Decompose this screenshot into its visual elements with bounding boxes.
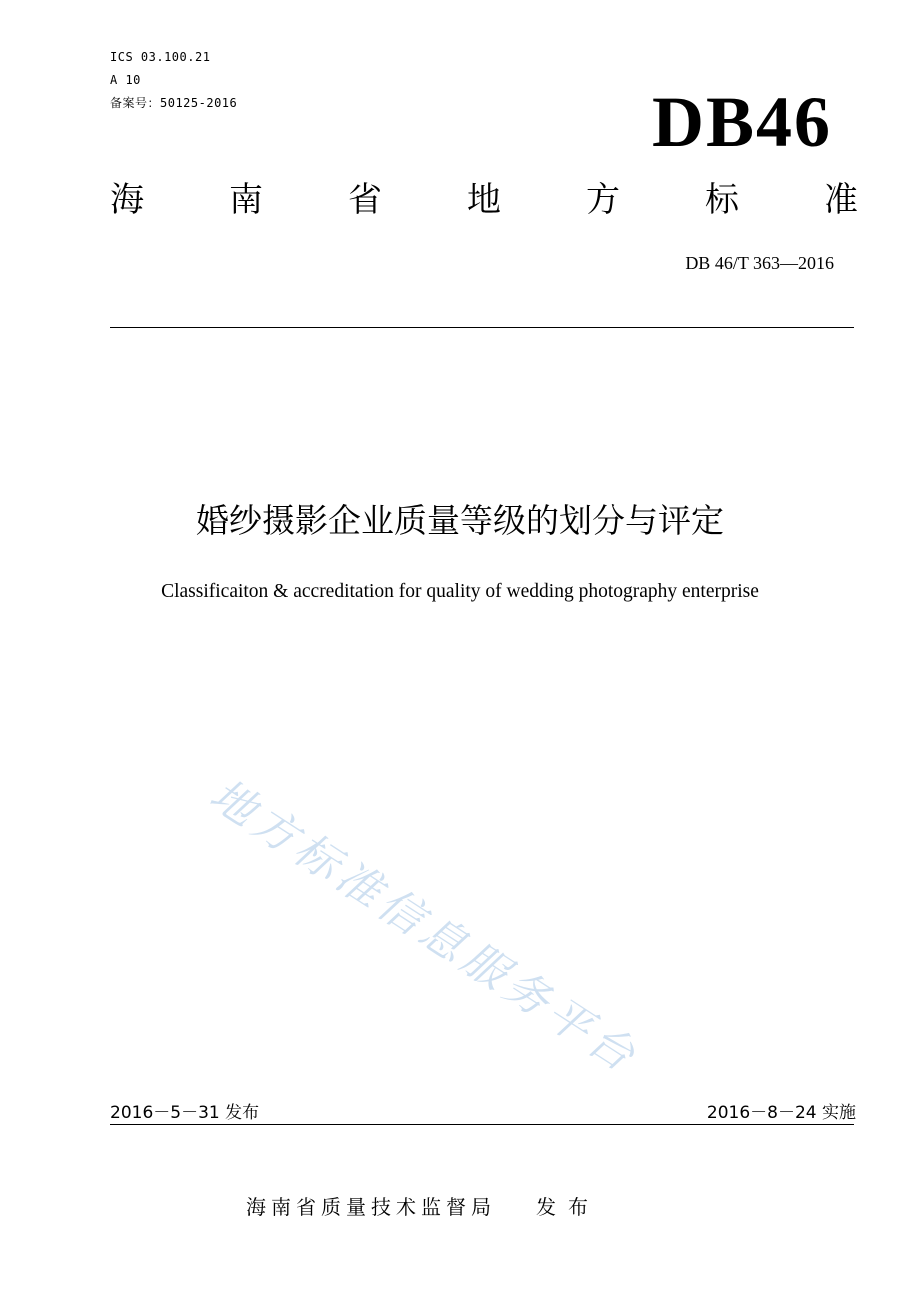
standard-type-heading (110, 180, 858, 220)
document-subtitle: Classificaiton & accreditation for quality of wedding photography enterprise (161, 581, 759, 602)
issuer-line (246, 1194, 600, 1220)
standard-type-char: 海 (110, 180, 144, 220)
classification-code: A 10 (110, 73, 141, 87)
standard-number: DB 46/T 363—2016 (685, 253, 834, 273)
issue-date: 2016－5－31 发布 (110, 1103, 260, 1123)
watermark: 地方标准信息服务平台 (200, 769, 648, 1085)
issuer-suffix: 发布 (536, 1195, 600, 1219)
record-number: 备案号：50125-2016 (110, 96, 238, 110)
standard-type-char: 方 (586, 180, 620, 220)
standard-type-char: 南 (229, 180, 263, 220)
ics-code: ICS 03.100.21 (110, 50, 211, 64)
standard-logo: DB46 (651, 82, 832, 162)
standard-type-char: 准 (824, 180, 858, 220)
document-title: 婚纱摄影企业质量等级的划分与评定 (196, 501, 724, 540)
top-divider (110, 327, 854, 328)
issuer-name: 海南省质量技术监督局 (246, 1195, 496, 1219)
implementation-date: 2016－8－24 实施 (706, 1103, 856, 1123)
standard-type-char: 省 (348, 180, 382, 220)
standard-type-char: 标 (705, 180, 739, 220)
standard-type-char: 地 (467, 180, 501, 220)
bottom-divider (110, 1124, 854, 1125)
